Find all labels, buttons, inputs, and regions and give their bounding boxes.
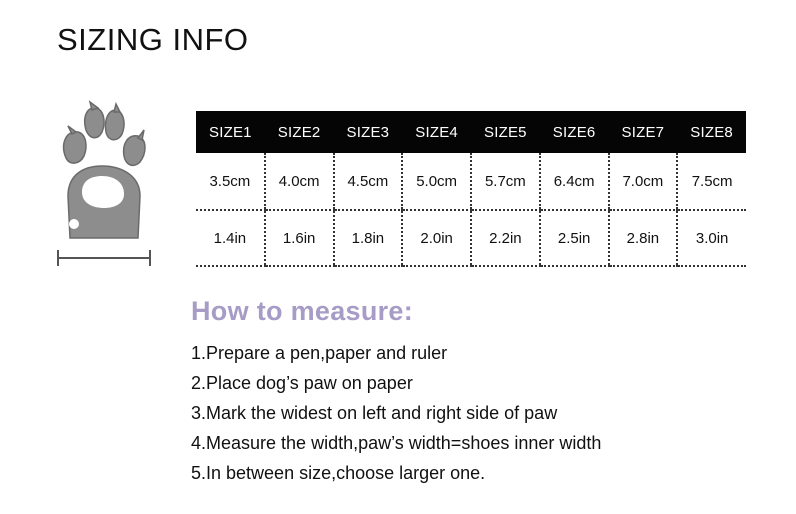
sizing-table: [196, 111, 746, 267]
inch-cell: 1.8in: [334, 210, 403, 266]
size-header: SIZE4: [402, 111, 471, 153]
cm-cell: 4.5cm: [334, 153, 403, 210]
how-to-measure-heading: How to measure:: [191, 296, 414, 326]
inch-cell: 1.6in: [265, 210, 334, 266]
dog-paw-measure-icon: [52, 100, 156, 275]
inch-row: [196, 210, 746, 266]
cm-cell: 5.0cm: [402, 153, 471, 210]
inch-cell: 2.0in: [402, 210, 471, 266]
cm-cell: 3.5cm: [196, 153, 265, 210]
cm-cell: 6.4cm: [540, 153, 609, 210]
size-header-row: [196, 111, 746, 153]
inch-cell: 2.8in: [609, 210, 678, 266]
measure-steps-list: [191, 338, 601, 488]
cm-cell: 4.0cm: [265, 153, 334, 210]
cm-row: [196, 153, 746, 210]
measure-step: 5.In between size,choose larger one.: [191, 463, 486, 483]
page-title: SIZING INFO: [57, 22, 249, 57]
inch-cell: 2.5in: [540, 210, 609, 266]
size-header: SIZE8: [677, 111, 746, 153]
size-header: SIZE3: [334, 111, 403, 153]
inch-cell: 3.0in: [677, 210, 746, 266]
size-header: SIZE2: [265, 111, 334, 153]
measure-step: 3.Mark the widest on left and right side of paw: [191, 403, 558, 423]
size-header: SIZE7: [609, 111, 678, 153]
cm-cell: 7.5cm: [677, 153, 746, 210]
measure-step: 1.Prepare a pen,paper and ruler: [191, 343, 448, 363]
measure-step: 4.Measure the width,paw’s width=shoes inner width: [191, 433, 602, 453]
size-header: SIZE6: [540, 111, 609, 153]
measure-step: 2.Place dog’s paw on paper: [191, 373, 413, 393]
inch-cell: 1.4in: [196, 210, 265, 266]
size-header: SIZE1: [196, 111, 265, 153]
cm-cell: 5.7cm: [471, 153, 540, 210]
size-header: SIZE5: [471, 111, 540, 153]
inch-cell: 2.2in: [471, 210, 540, 266]
cm-cell: 7.0cm: [609, 153, 678, 210]
